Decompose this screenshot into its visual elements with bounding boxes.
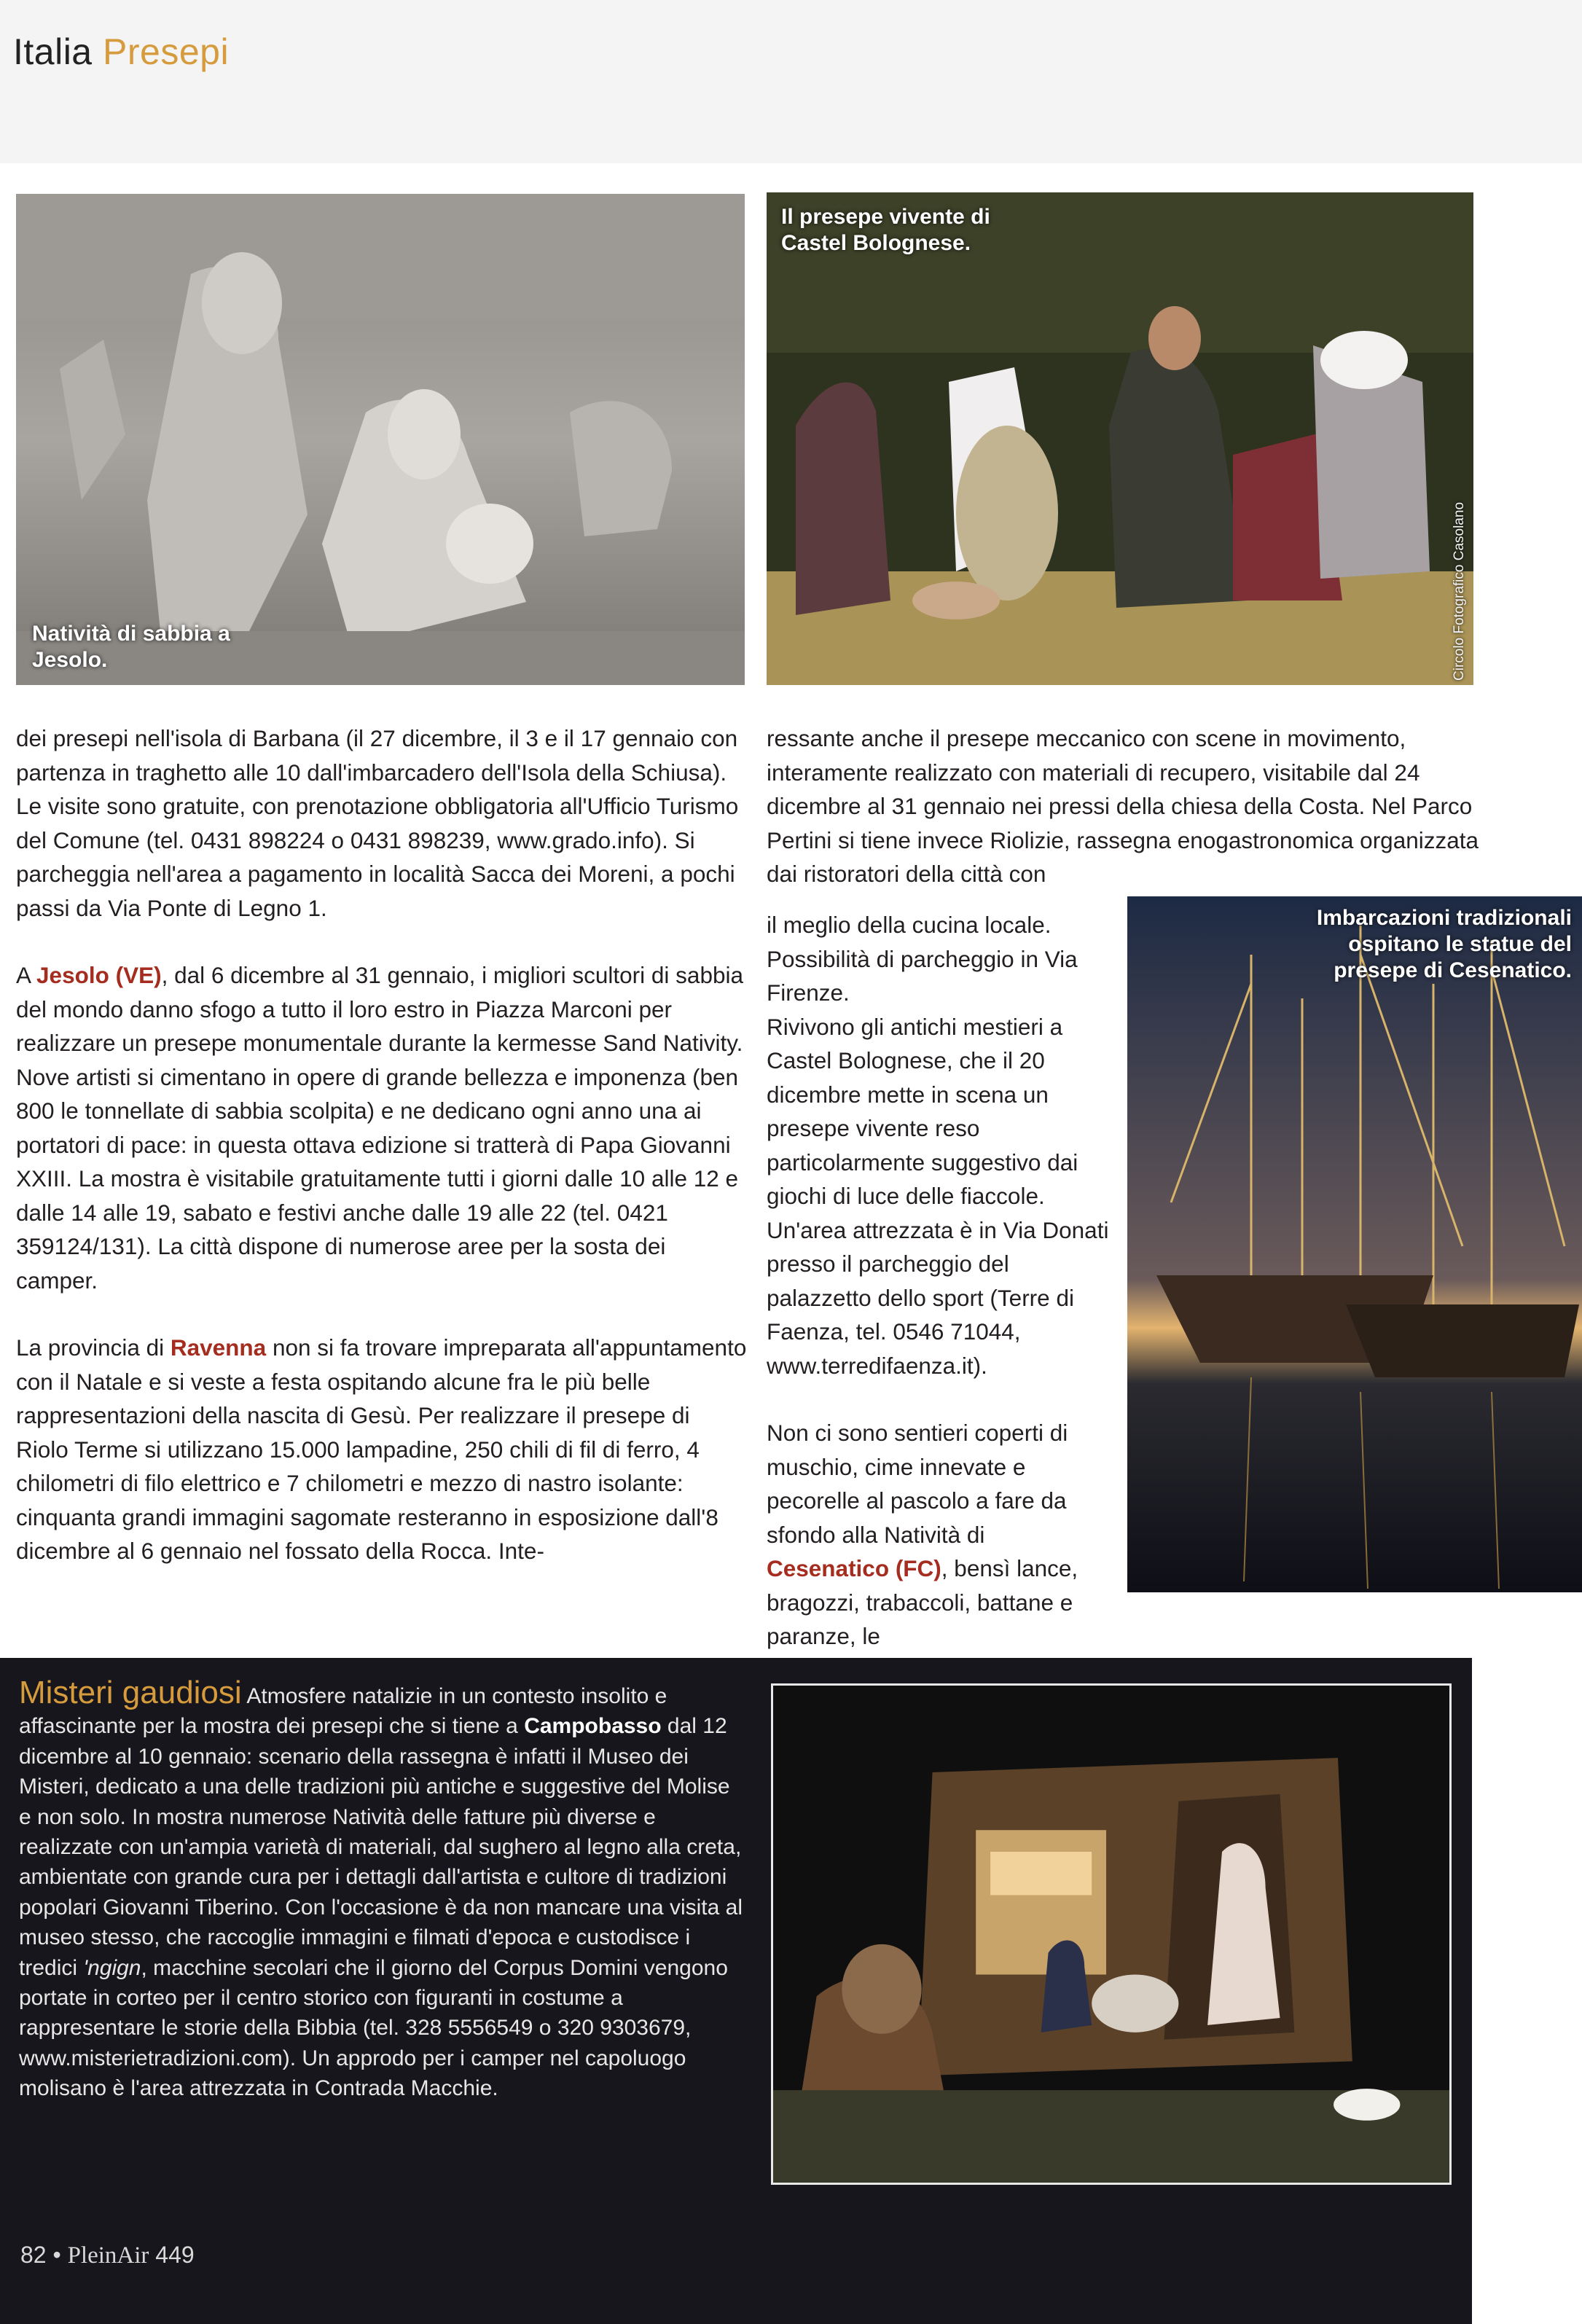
paragraph-barbana: dei presepi nell'isola di Barbana (il 27 dicembre, il 3 e il 17 gennaio con partenza in traghetto alle 10 dall'imbarcadero dell'Isola della Schiusa). Le visite sono gratuite, con prenotazione obbligatoria all'Ufficio Turismo del Comune (tel. 0431 898224 o 0431 898239, www.grado.info). Si parcheggia nell'area a pagamento in località Sacca dei Moreni, a pochi passi da Via Ponte di Legno 1. xyxy=(16,725,739,921)
magazine-name: PleinAir xyxy=(67,2242,149,2269)
sand-sculpture-image xyxy=(16,194,745,685)
castel-caption: Il presepe vivente di Castel Bolognese. xyxy=(781,205,990,255)
section-topic: Presepi xyxy=(103,31,230,72)
castel-bolognese-photo xyxy=(767,192,1473,685)
nativity-diorama-image xyxy=(773,1686,1449,2183)
text-span: La provincia di xyxy=(16,1334,171,1361)
article-right-column-top xyxy=(767,721,1482,891)
text-span: , bensì lance, bragozzi, trabaccoli, battane e paranze, le xyxy=(767,1555,1078,1649)
text-span: dal 12 dicembre al 10 gennaio: scenario della rassegna è infatti il Museo dei Misteri, dedicato a una delle tradizioni più antiche e suggestive del Molise e non solo. In mostra numerose Natività delle fatture più diverse e realizzate con un'ampia varietà di materiali, dal sughero al legno alla creta, ambientate con grande cura per i dettagli dall'artista e cultore di tradizioni popolari Giovanni Tiberino. Con l'occasione è da non mancare una visita al museo stesso, che raccoglie immagini e filmati d'epoca e custodisce i tredici xyxy=(19,1714,743,1980)
feature-box-title: Misteri gaudiosi xyxy=(19,1675,242,1710)
paragraph-cesenatico xyxy=(767,1416,1113,1654)
term-ngign: 'ngign xyxy=(83,1955,141,1980)
section-name: Italia xyxy=(13,31,93,72)
paragraph-castel: Rivivono gli antichi mestieri a Castel Bolognese, che il 20 dicembre mette in scena un presepe vivente reso particolarmente suggestivo dai giochi di luce delle fiaccole. Un'area attrezzata è in Via Donati presso il parcheggio del palazzetto dello sport (Terre di Faenza, tel. 0546 71044, www.terredifaenza.it). xyxy=(767,1013,1109,1379)
article-right-column-narrow xyxy=(767,908,1113,1687)
cesenatico-caption: Imbarcazioni tradizionali ospitano le statue del presepe di Cesenatico. xyxy=(1316,906,1572,982)
place-jesolo: Jesolo (VE) xyxy=(36,962,162,988)
text-span: , macchine secolari che il giorno del Corpus Domini vengono portate in corteo per il centro storico con figuranti in costume a rappresentare le storie della Bibbia (tel. 328 5556549 o 320 9303679, www.misterietradizioni.com). Un approdo per i camper nel capoluogo molisano è l'area attrezzata in Contrada Macchie. xyxy=(19,1955,728,2101)
paragraph-riolo-cont: il meglio della cucina locale. Possibilità di parcheggio in Via Firenze. xyxy=(767,912,1078,1006)
jesolo-photo xyxy=(16,194,745,685)
text-span: non si fa trovare impreparata all'appuntamento con il Natale e si veste a festa ospitando alcune fra le più belle rappresentazioni della nascita di Gesù. Per realizzare il presepe di Riolo Terme si utilizzano 15.000 lampadine, 250 chili di fil di ferro, 4 chilometri di filo elettrico e 7 chilometri e mezzo di nastro isolante: cinquanta grandi immagini sagomate resteranno in esposizione dall'8 dicembre al 6 gennaio nel fossato della Rocca. Inte- xyxy=(16,1334,747,1564)
place-cesenatico: Cesenatico (FC) xyxy=(767,1555,941,1581)
article-left-column xyxy=(16,721,748,1602)
issue-number: 449 xyxy=(155,2242,195,2268)
footer-bullet: • xyxy=(52,2242,61,2268)
page-number: 82 xyxy=(20,2242,47,2268)
text-span: A xyxy=(16,962,37,988)
header-bar xyxy=(0,0,1582,163)
harbour-boats-image xyxy=(1127,896,1582,1592)
text-span: , dal 6 dicembre al 31 gennaio, i migliori scultori di sabbia del mondo danno sfogo a tutto il loro estro in Piazza Marconi per realizzare un presepe monumentale durante la kermesse Sand Nativity. Nove artisti si cimentano in opere di grande bellezza e imponenza (ben 800 le tonnellate di sabbia scolpita) e ne dedicano ogni anno una ai portatori di pace: in questa ottava edizione si tratterà di Papa Giovanni XXIII. La mostra è visitabile gratuitamente tutti i giorni dalle 10 alle 12 e dalle 14 alle 19, sabato e festivi anche dalle 19 alle 22 (tel. 0421 359124/131). La città dispone di numerose aree per la sosta dei camper. xyxy=(16,962,743,1294)
jesolo-caption: Natività di sabbia a Jesolo. xyxy=(32,622,230,672)
section-heading xyxy=(13,31,229,73)
museum-nativity-photo xyxy=(771,1683,1452,2185)
living-nativity-image xyxy=(767,192,1473,685)
place-ravenna: Ravenna xyxy=(170,1334,267,1361)
page-footer xyxy=(20,2242,195,2269)
place-campobasso: Campobasso xyxy=(524,1714,662,1739)
feature-box-text xyxy=(19,1675,748,2104)
cesenatico-photo xyxy=(1127,896,1582,1592)
photo-credit: Circolo Fotografico Casolano xyxy=(1452,501,1467,681)
paragraph-ravenna xyxy=(16,1331,748,1568)
text-span: Non ci sono sentieri coperti di muschio, cime innevate e pecorelle al pascolo a fare da sfondo alla Natività di xyxy=(767,1420,1068,1548)
paragraph-riolo: ressante anche il presepe meccanico con scene in movimento, interamente realizzato con materiali di recupero, visitabile dal 24 dicembre al 31 gennaio nei pressi della chiesa della Costa. Nel Parco Pertini si tiene invece Riolizie, rassegna enogastronomica organizzata dai ristoratori della città con xyxy=(767,725,1479,887)
text-span: Atmosfere natalizie in un contesto insolito e affascinante per la mostra dei presepi che si tiene a xyxy=(19,1684,667,1739)
paragraph-jesolo xyxy=(16,958,748,1297)
